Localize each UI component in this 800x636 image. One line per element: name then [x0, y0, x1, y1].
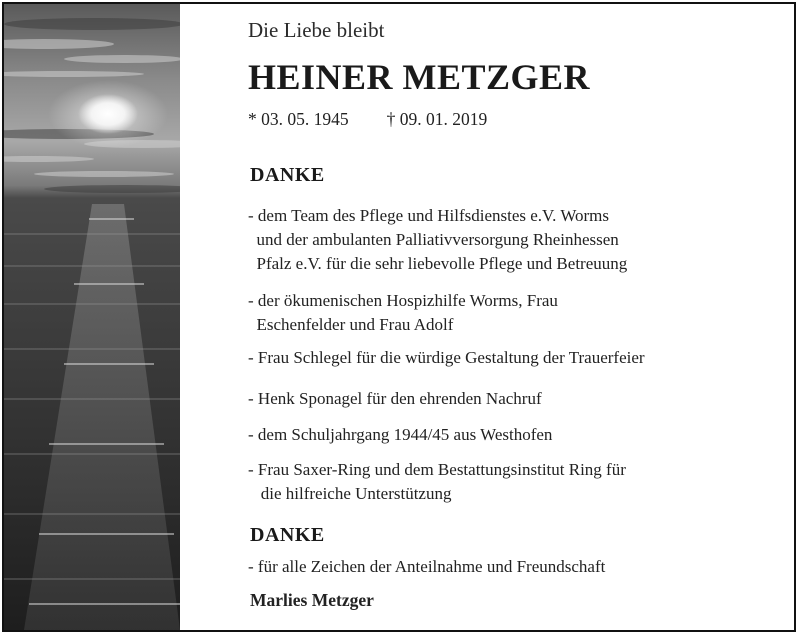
thanks-line: - der ökumenischen Hospizhilfe Worms, Frau — [248, 291, 558, 310]
thanks-item — [248, 423, 784, 447]
thanks-line: Eschenfelder und Frau Adolf — [248, 315, 454, 334]
thanks-item — [248, 458, 784, 506]
thanks-item — [248, 289, 784, 337]
sunset-sea-photo — [4, 4, 180, 630]
thanks-item — [248, 346, 784, 370]
closing-item — [248, 555, 784, 579]
death-date: † 09. 01. 2019 — [386, 109, 488, 129]
thanks-line: Pfalz e.V. für die sehr liebevolle Pflege und Betreuung — [248, 254, 628, 273]
thanks-line: - Frau Schlegel für die würdige Gestaltung der Trauerfeier — [248, 348, 645, 367]
deceased-name: HEINER METZGER — [248, 57, 591, 97]
thanks-line: - dem Schuljahrgang 1944/45 aus Westhofen — [248, 425, 553, 444]
birth-date: * 03. 05. 1945 — [248, 109, 349, 129]
thanks-line: und der ambulanten Palliativversorgung Rheinhessen — [248, 230, 619, 249]
life-dates — [248, 109, 487, 130]
thanks-item — [248, 204, 784, 276]
signature: Marlies Metzger — [250, 590, 374, 610]
thanks-line: - Frau Saxer-Ring und dem Bestattungsinstitut Ring für — [248, 460, 626, 479]
obituary-notice — [2, 2, 796, 632]
motto: Die Liebe bleibt — [248, 18, 385, 42]
thanks-heading: DANKE — [250, 164, 325, 186]
notice-text — [248, 4, 784, 630]
thanks-line: - dem Team des Pflege und Hilfsdienstes e.V. Worms — [248, 206, 610, 225]
thanks-item — [248, 387, 784, 411]
thanks-heading-2: DANKE — [250, 524, 325, 546]
thanks-line: - Henk Sponagel für den ehrenden Nachruf — [248, 389, 542, 408]
closing-line: - für alle Zeichen der Anteilnahme und Freundschaft — [248, 557, 606, 576]
thanks-line: die hilfreiche Unterstützung — [248, 484, 452, 503]
